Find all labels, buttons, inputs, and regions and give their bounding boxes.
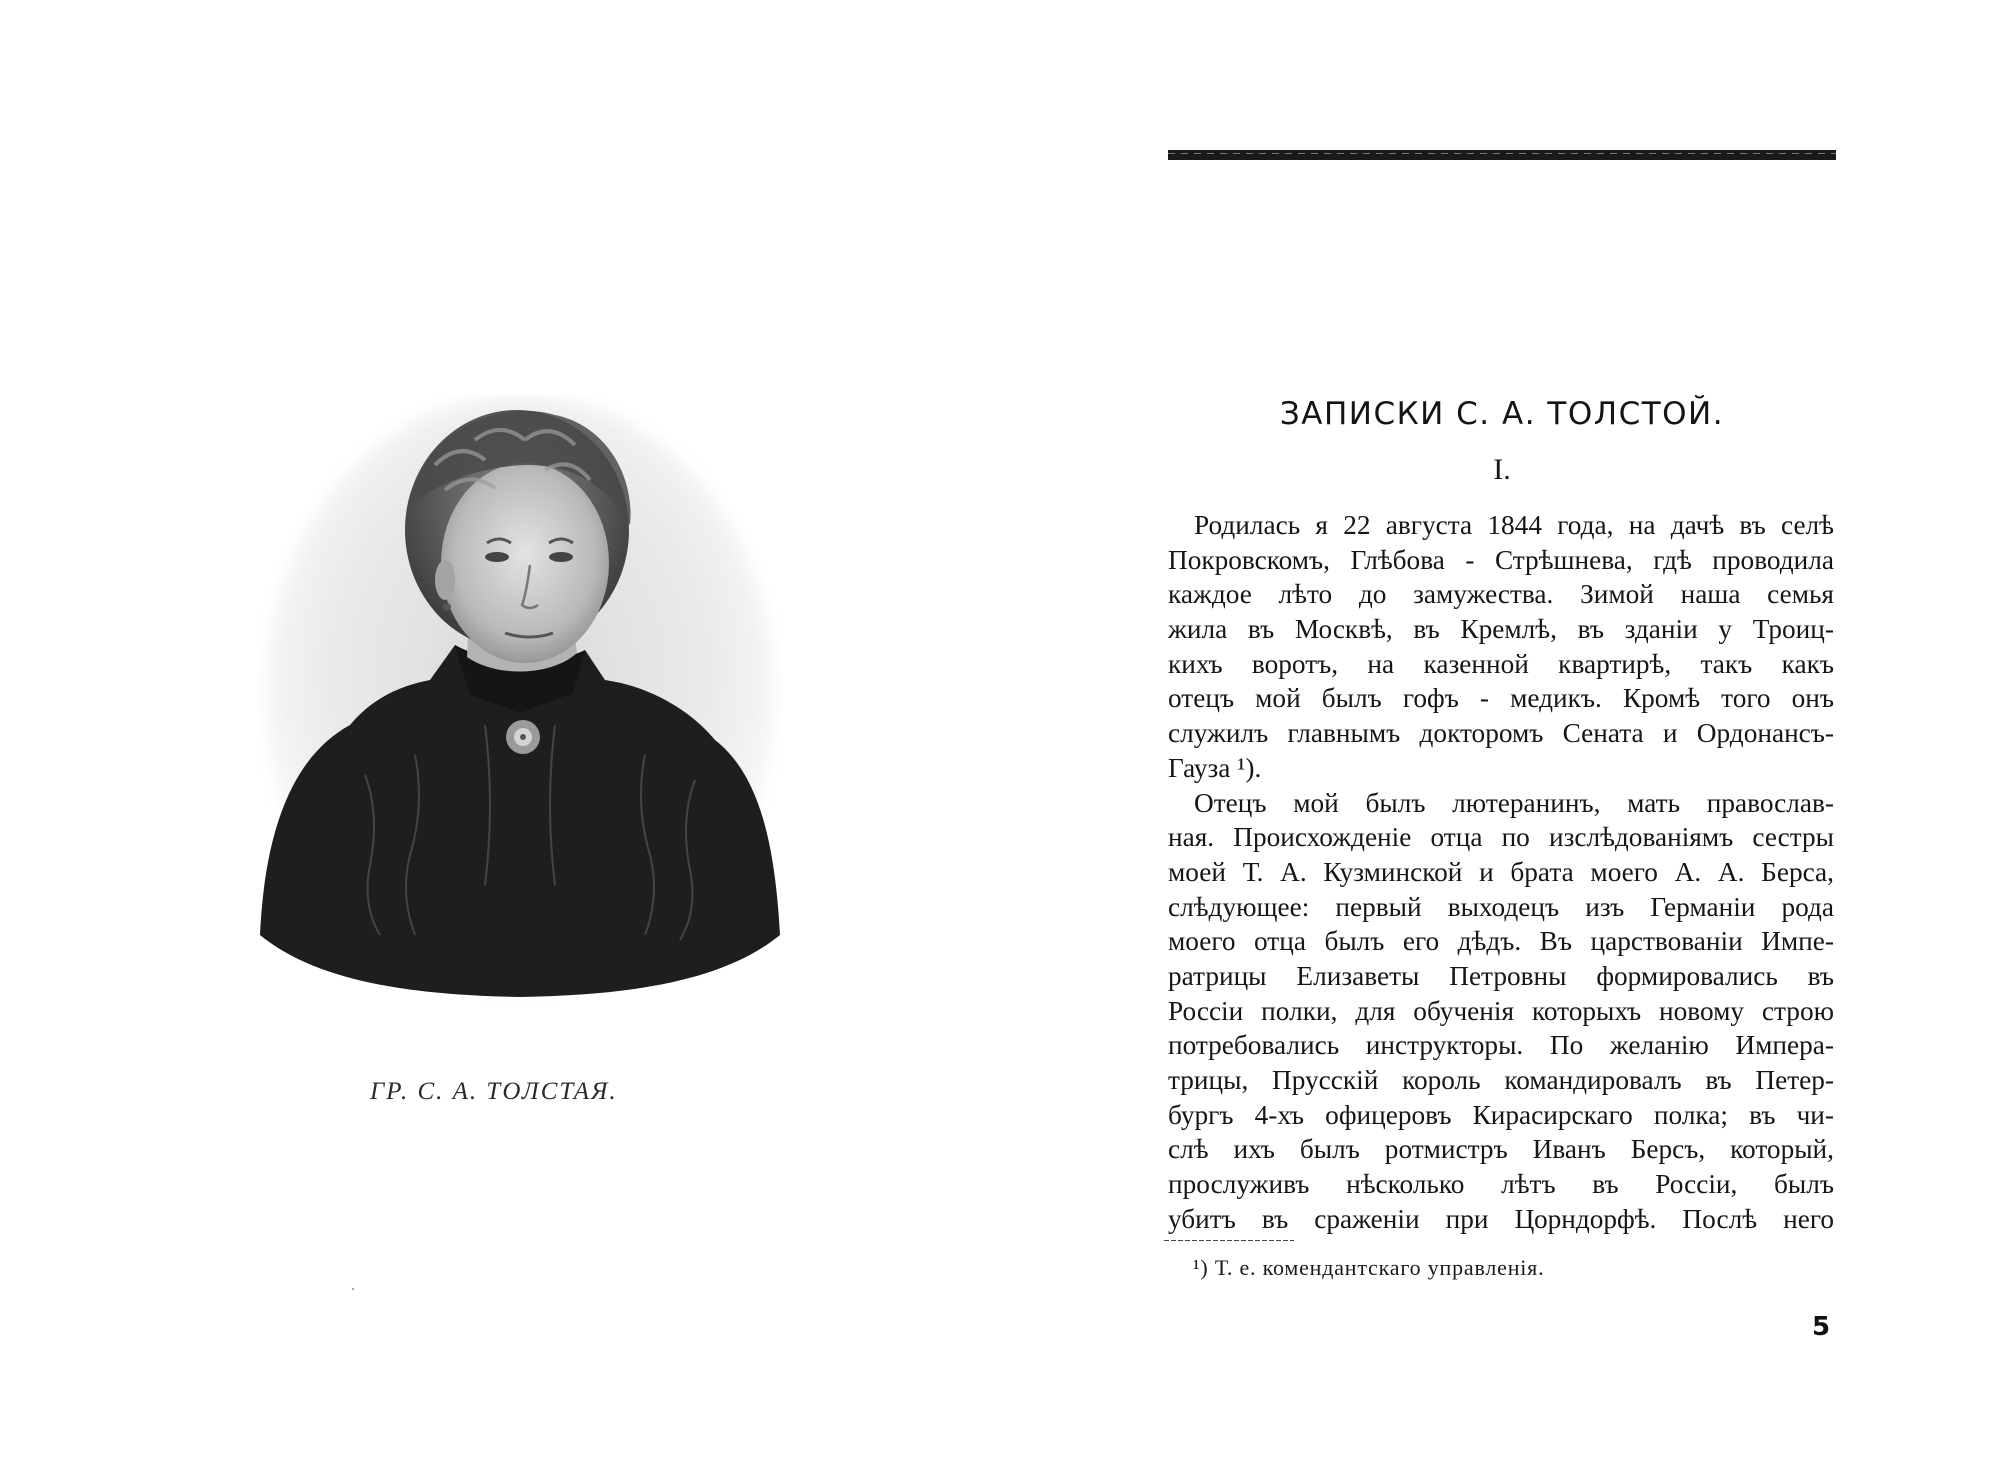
text-line: моей Т. А. Кузминской и брата моего А. А. Берса, xyxy=(1168,856,1834,887)
text-line: Родилась я 22 августа 1844 года, на дачѣ въ селѣ xyxy=(1194,510,1834,540)
text-line: прослуживъ нѣсколько лѣтъ въ Россіи, былъ xyxy=(1168,1169,1834,1200)
text-line: ратрицы Елизаветы Петровны формировались въ xyxy=(1168,960,1834,991)
text-line: Покровскомъ, Глѣбова - Стрѣшнева, гдѣ проводила xyxy=(1168,544,1834,575)
text-line: бургъ 4-хъ офицеровъ Кирасирскаго полка; въ чи- xyxy=(1168,1099,1834,1130)
header-rule xyxy=(1168,150,1836,160)
body-text xyxy=(1168,508,1834,1236)
text-line: каждое лѣто до замужества. Зимой наша семья xyxy=(1168,579,1834,610)
chapter-number: I. xyxy=(1493,453,1511,486)
text-line: трицы, Прусскій король командировалъ въ Петер- xyxy=(1168,1065,1834,1095)
text-line: ная. Происхожденіе отца по изслѣдованіямъ сестры xyxy=(1168,822,1834,853)
text-line: Гауза ¹). xyxy=(1168,752,1262,783)
page-number: 5 xyxy=(1812,1312,1831,1342)
text-line: моего отца былъ его дѣдъ. Въ царствованіи Импе- xyxy=(1168,926,1834,957)
text-line: Россіи полки, для обученія которыхъ новому строю xyxy=(1168,995,1834,1026)
text-line: слѣдующее: первый выходецъ изъ Германіи рода xyxy=(1168,891,1834,922)
footnote-rule xyxy=(1164,1240,1294,1241)
text-line: кихъ воротъ, на казенной квартирѣ, такъ какъ xyxy=(1168,648,1834,679)
paper-speck xyxy=(352,1288,354,1290)
footnote: ¹) Т. е. комендантскаго управленія. xyxy=(1193,1255,1545,1280)
portrait-photo xyxy=(255,395,785,1050)
text-line: служилъ главнымъ докторомъ Сената и Ордонансъ- xyxy=(1168,718,1834,749)
text-line: потребовались инструкторы. По желанію Импера- xyxy=(1168,1030,1834,1061)
text-line: Отецъ мой былъ лютеранинъ, мать православ- xyxy=(1194,787,1834,818)
portrait-caption: ГР. С. А. ТОЛСТАЯ. xyxy=(370,1078,618,1105)
text-line: отецъ мой былъ гофъ - медикъ. Кромѣ того онъ xyxy=(1168,683,1834,714)
text-line: слѣ ихъ былъ ротмистръ Иванъ Берсъ, который, xyxy=(1168,1134,1834,1165)
text-line: жила въ Москвѣ, въ Кремлѣ, въ зданіи у Троиц- xyxy=(1168,614,1834,645)
text-line: убитъ въ сраженіи при Цорндорфѣ. Послѣ него xyxy=(1168,1203,1834,1234)
page-title: ЗАПИСКИ С. А. ТОЛСТОЙ. xyxy=(1279,396,1725,432)
